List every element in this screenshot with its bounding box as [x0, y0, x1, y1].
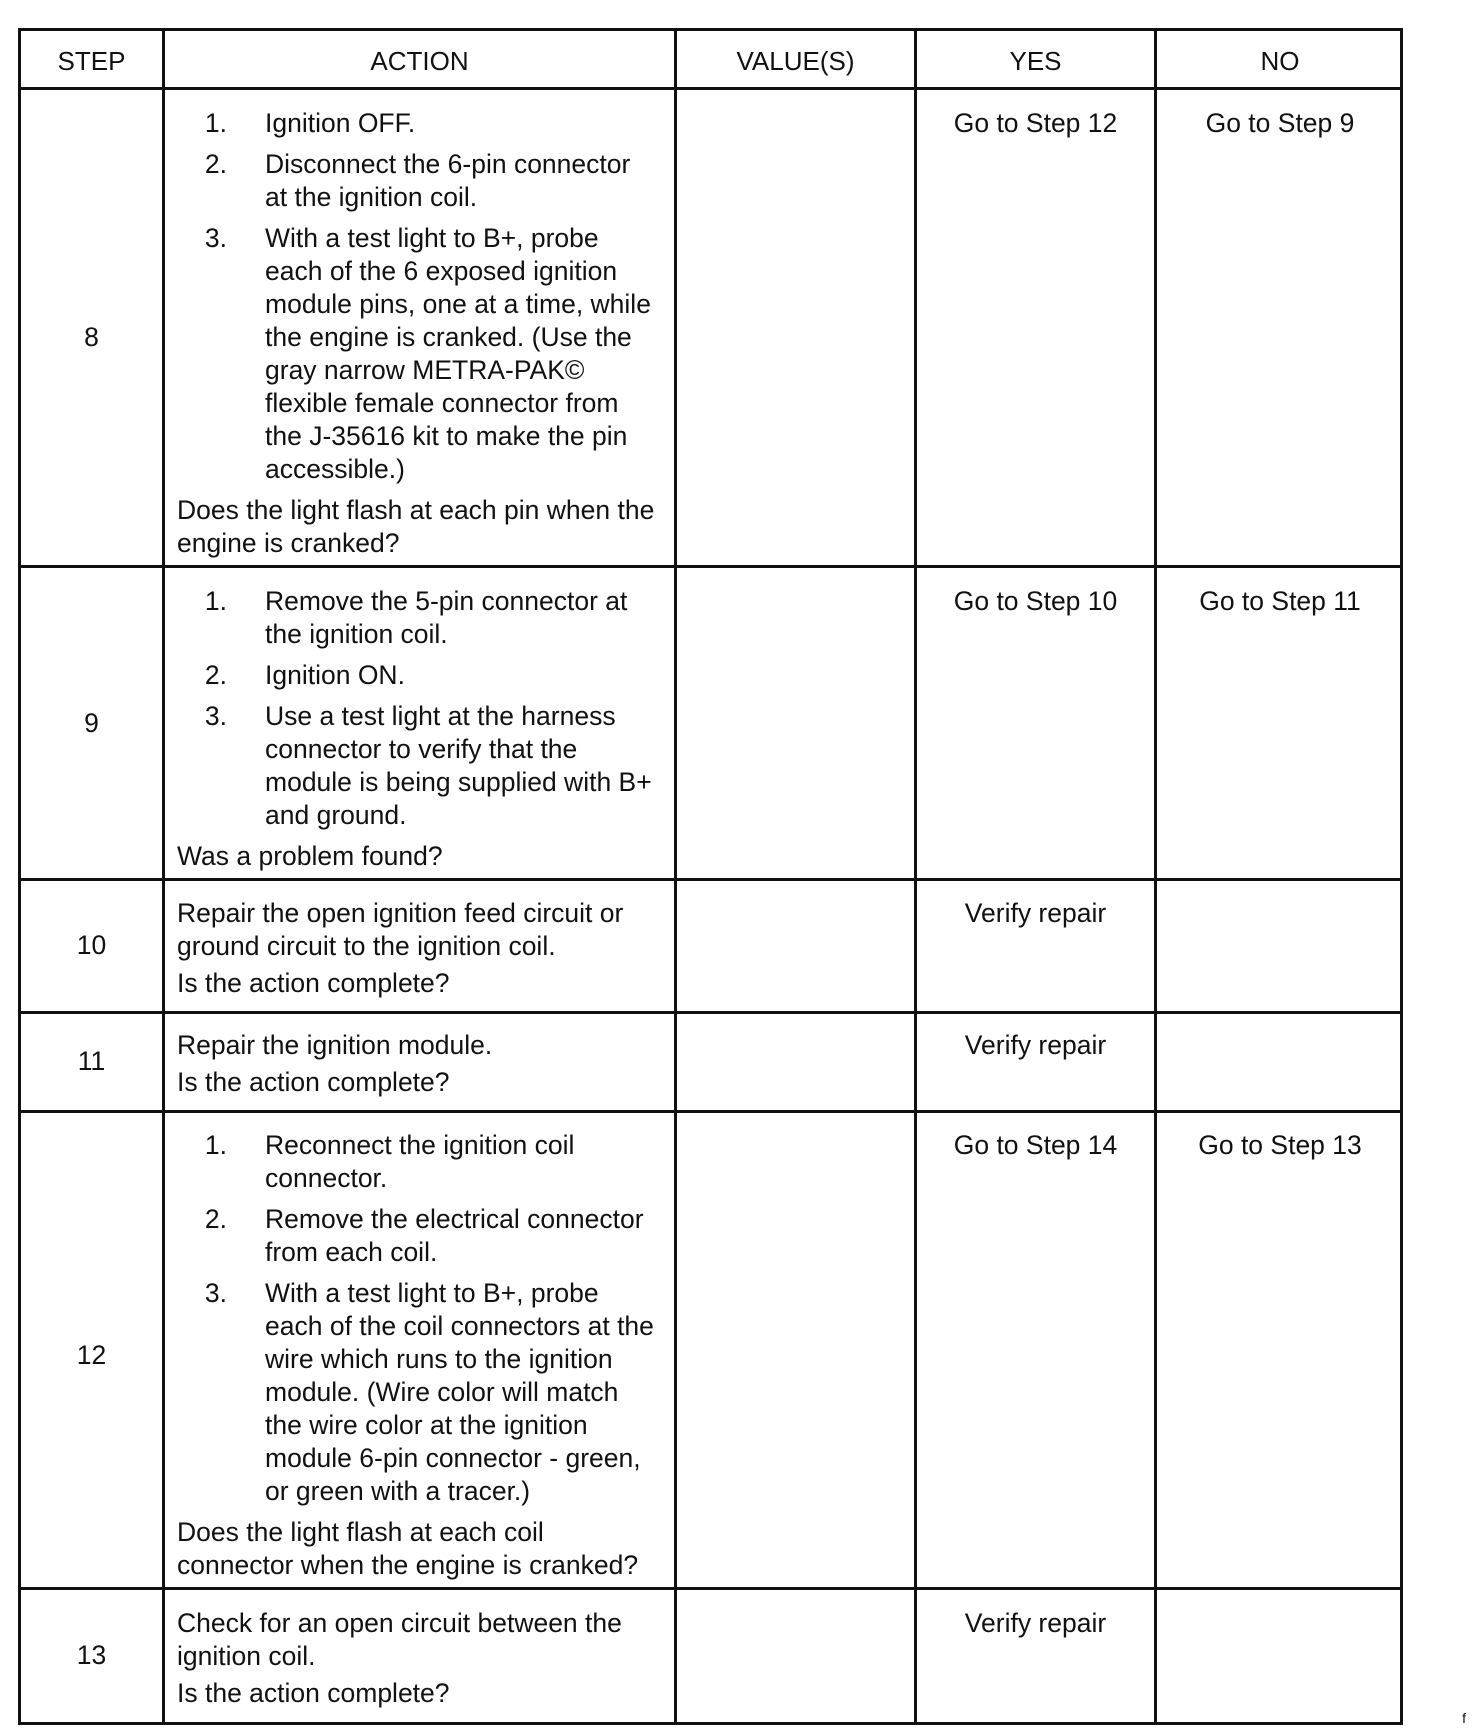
- yes-result: Go to Step 10: [953, 586, 1118, 616]
- list-item: 2. Ignition ON.: [204, 660, 405, 690]
- no-result: Go to Step 11: [1199, 586, 1361, 616]
- column-divider: [1154, 31, 1157, 1722]
- header-action: ACTION: [370, 46, 469, 76]
- step-number: 11: [77, 1046, 106, 1076]
- column-divider: [674, 31, 677, 1722]
- question: Was a problem found?: [177, 841, 443, 871]
- diagnostic-table: [18, 28, 1403, 1725]
- header-yes: YES: [1009, 46, 1062, 76]
- action-cell: [177, 1029, 657, 1099]
- question: Does the light flash at each pin when the engine is cranked?: [177, 495, 655, 558]
- action-cell: [177, 1129, 667, 1582]
- list-item: 1. Reconnect the ignition coil connector.: [204, 1130, 575, 1193]
- action-cell: [177, 107, 667, 560]
- action-cell: [177, 1607, 657, 1710]
- question: Is the action complete?: [177, 1678, 450, 1708]
- row-divider: [21, 878, 1400, 881]
- step-number: 9: [84, 708, 99, 738]
- action-cell: [177, 897, 657, 1000]
- header-no: NO: [1260, 46, 1300, 76]
- header-step: STEP: [57, 46, 126, 76]
- row-divider: [21, 1110, 1400, 1113]
- action-steps: [177, 1129, 667, 1508]
- column-divider: [914, 31, 917, 1722]
- action-text: Repair the open ignition feed circuit or ground circuit to the ignition coil.: [177, 898, 624, 961]
- action-text: Check for an open circuit between the ignition coil.: [177, 1608, 622, 1671]
- action-steps: [177, 107, 667, 486]
- list-item: 3. Use a test light at the harness connector to verify that the module is being supplied with B+ and ground.: [204, 701, 652, 830]
- step-number: 12: [76, 1340, 107, 1370]
- question: Does the light flash at each coil connector when the engine is cranked?: [177, 1517, 639, 1580]
- row-divider: [21, 87, 1400, 90]
- list-item: 3. With a test light to B+, probe each of the coil connectors at the wire which runs to the ignition module. (Wire color will match the wire color at the ignition module 6-pin connector - green, or green with a tracer.): [204, 1278, 654, 1506]
- list-item: 1. Remove the 5-pin connector at the ignition coil.: [204, 586, 628, 649]
- step-number: 10: [76, 930, 107, 960]
- list-item: 2. Disconnect the 6-pin connector at the ignition coil.: [204, 149, 631, 212]
- step-number: 13: [76, 1640, 107, 1670]
- action-cell: [177, 585, 667, 873]
- yes-result: Go to Step 12: [953, 108, 1118, 138]
- column-divider: [162, 31, 165, 1722]
- action-text: Repair the ignition module.: [177, 1030, 493, 1060]
- yes-result: Verify repair: [964, 1030, 1107, 1060]
- row-divider: [21, 1587, 1400, 1590]
- no-result: Go to Step 13: [1198, 1130, 1362, 1160]
- question: Is the action complete?: [177, 968, 450, 998]
- yes-result: Verify repair: [964, 1608, 1107, 1638]
- header-values: VALUE(S): [736, 46, 855, 76]
- question: Is the action complete?: [177, 1067, 450, 1097]
- list-item: 1. Ignition OFF.: [204, 108, 416, 138]
- list-item: 2. Remove the electrical connector from each coil.: [204, 1204, 644, 1267]
- row-divider: [21, 1011, 1400, 1014]
- yes-result: Verify repair: [964, 898, 1107, 928]
- yes-result: Go to Step 14: [953, 1130, 1118, 1160]
- list-item: 3. With a test light to B+, probe each of the 6 exposed ignition module pins, one at a time, while the engine is cranked. (Use the gray narrow METRA-PAK© flexible female connector from the J-35616 kit to make the pin accessible.): [204, 223, 651, 484]
- action-steps: [177, 585, 667, 832]
- no-result: Go to Step 9: [1205, 108, 1355, 138]
- page-mark: f: [1462, 1710, 1466, 1726]
- row-divider: [21, 565, 1400, 568]
- step-number: 8: [84, 322, 99, 352]
